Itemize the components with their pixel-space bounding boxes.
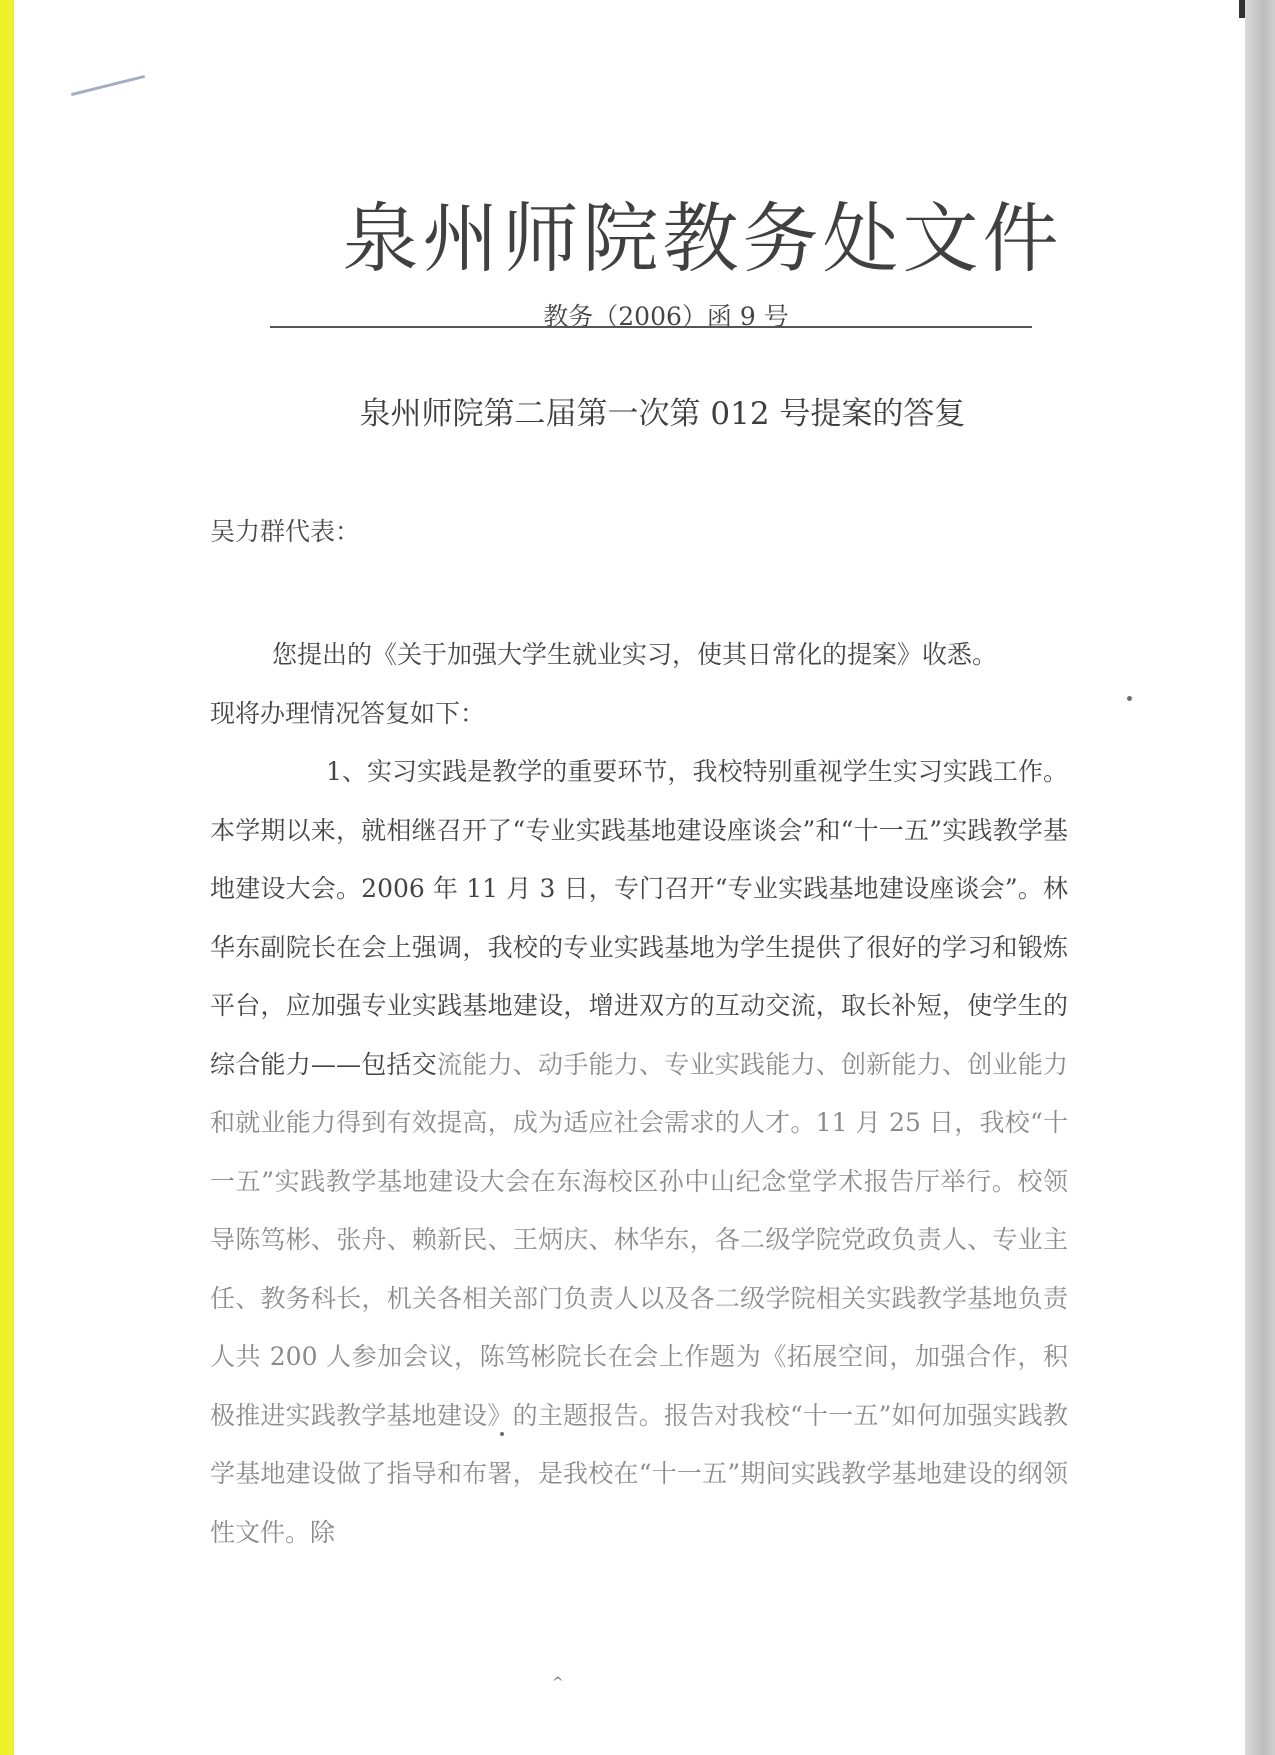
paragraph-item-1 [210, 743, 1068, 1562]
document-header-title: 泉州师院教务处文件 [342, 194, 1063, 283]
scan-speck [1127, 696, 1132, 701]
salutation: 吴力群代表： [210, 517, 361, 546]
subject-title: 泉州师院第二届第一次第 012 号提案的答复 [359, 396, 966, 432]
document-number: 教务（2006）函 9 号 [543, 302, 789, 331]
header-divider [270, 326, 1032, 328]
scan-bottom-mark: ^ [552, 1675, 564, 1691]
paragraph-intro-line2: 现将办理情况答复如下： [210, 698, 486, 728]
scan-corner-mark [1239, 0, 1245, 18]
paragraph-item-1-part-a: 1、实习实践是教学的重要环节，我校特别重视学生实习实践工作。本学期以来，就相继召开了“专业实践基地建设座谈会”和“十一五”实践教学基地建设大会。2006 年 11 月 3 日，专门召开“专业实践基地建设座谈会”。林华东副院长在会上强调，我校的专业实践基地为学生提供了很好的学习和锻炼平台，应加强专业实践基地建设，增进双方的互动交流，取长补短，使学生的综合能力——包括交 [210, 757, 1068, 1079]
paragraph-intro-line1: 您提出的《关于加强大学生就业实习，使其日常化的提案》收悉。 [272, 640, 998, 669]
body-text [210, 626, 1068, 1562]
paragraph-item-1-part-b: 流能力、动手能力、专业实践能力、创新能力、创业能力和就业能力得到有效提高，成为适应社会需求的人才。11 月 25 日，我校“十一五”实践教学基地建设大会在东海校区孙中山纪念堂学术报告厅举行。校领导陈笃彬、张舟、赖新民、王炳庆、林华东，各二级学院党政负责人、专业主任、教务科长，机关各相关部门负责人以及各二级学院相关实践教学基地负责人共 200 人参加会议，陈笃彬院长在会上作题为《拓展空间，加强合作，积极推进实践教学基地建设》的主题报告。报告对我校“十一五”如何加强实践教学基地建设做了指导和布署，是我校在“十一五”期间实践教学基地建设的纲领性文件。除 [210, 1049, 1068, 1547]
pen-stroke-mark [71, 75, 145, 96]
